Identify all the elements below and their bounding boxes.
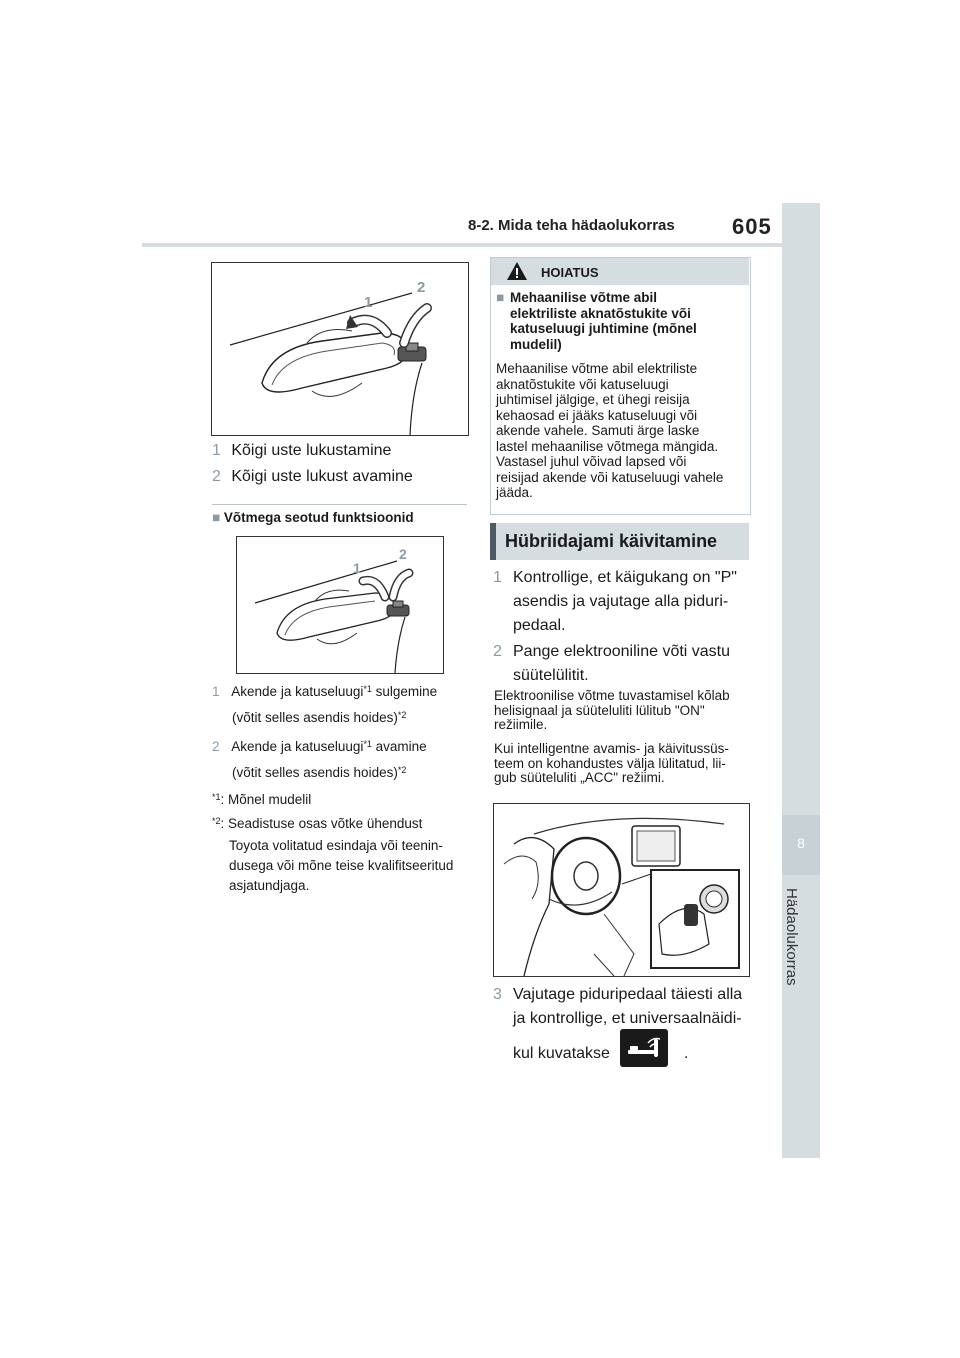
item-text: Akende ja katuseluugi	[231, 739, 364, 754]
footnote-ref: *1	[363, 739, 372, 749]
footnote-text: : Mõnel mudelil	[220, 792, 312, 807]
section-heading-bar	[490, 523, 496, 560]
item-text: Akende ja katuseluugi	[231, 684, 364, 699]
footnote-text: : Seadistuse osas võtke ühendust	[220, 816, 423, 831]
item-number: 2	[212, 468, 221, 485]
step-number: 2	[493, 643, 502, 660]
step-line: asendis ja vajutage alla piduri-	[513, 593, 729, 610]
warning-body-line: akende vahele. Samuti ärge laske	[496, 423, 700, 438]
info-paragraph-2	[494, 742, 729, 786]
warning-body-line: juhtimisel jälgige, et ühegi reisija	[496, 392, 690, 407]
list-item-continuation	[232, 763, 406, 783]
door-handle-illustration	[237, 537, 443, 673]
warning-body-line: Vastasel juhul võivad lapsed või	[496, 454, 687, 469]
item-text: Kõigi uste lukust avamine	[231, 468, 413, 485]
subheading-bullet: ■	[212, 510, 221, 525]
item-text: (võtit selles asendis hoides)	[232, 710, 398, 725]
footnote-ref: *1	[363, 684, 372, 694]
step-item	[493, 983, 742, 1031]
key-indicator-icon	[620, 1029, 668, 1067]
step-item	[493, 640, 730, 688]
warning-heading-line: mudelil)	[510, 336, 562, 352]
subheading	[212, 510, 414, 525]
warning-header	[491, 258, 749, 285]
subheading-text: Võtmega seotud funktsioonid	[223, 510, 414, 525]
paragraph-line: Elektroonilise võtme tuvastamisel kõlab	[494, 688, 730, 703]
page-number: 605	[732, 214, 772, 239]
list-item	[212, 466, 413, 488]
item-number: 1	[212, 442, 221, 459]
info-paragraph-1	[494, 689, 730, 733]
step-line: ja kontrollige, et universaalnäidi-	[513, 1010, 742, 1027]
item-number: 2	[212, 739, 220, 754]
warning-triangle-icon	[506, 261, 528, 286]
list-item-continuation	[232, 708, 406, 728]
figure-callout-2: 2	[417, 279, 426, 296]
item-text: sulgemine	[371, 684, 438, 699]
divider	[212, 504, 467, 505]
warning-body	[496, 361, 723, 501]
step-line: pedaal.	[513, 617, 566, 634]
step-number: 3	[493, 986, 502, 1003]
footnote-1	[212, 790, 311, 810]
figure-callout-2: 2	[399, 546, 407, 562]
footnote-line: Toyota volitatud esindaja või teenin-	[229, 838, 443, 853]
header-rule	[142, 243, 782, 247]
warning-body-line: kehaosad ei jääks katuseluugi või	[496, 407, 698, 423]
list-item	[212, 440, 391, 462]
section-heading: Hübriidajami käivitamine	[505, 531, 718, 551]
door-handle-figure-1	[211, 262, 469, 436]
list-item	[212, 737, 427, 757]
item-text: avamine	[371, 739, 427, 754]
warning-body-line: Mehaanilise võtme abil elektriliste	[496, 361, 698, 376]
warning-body-line: jääda.	[496, 485, 533, 500]
driver-start-figure	[493, 803, 750, 977]
step-line	[513, 1043, 610, 1065]
figure-callout-1: 1	[364, 294, 373, 311]
warning-body-line: lastel mehaanilise võtmega mängida.	[496, 438, 719, 454]
item-text: (võtit selles asendis hoides)	[232, 765, 398, 780]
paragraph-line: gub süüteluliti „ACC" režiimi.	[494, 770, 665, 785]
warning-bullet: ■	[496, 290, 505, 305]
warning-heading-line: Mehaanilise võtme abil	[510, 290, 658, 305]
chapter-side-tab	[782, 203, 820, 1158]
warning-heading-line: katuseluugi juhtimine (mõnel	[510, 321, 697, 336]
door-handle-illustration	[212, 263, 468, 435]
footnote-line: asjatundjaga.	[229, 878, 310, 893]
item-text: Kõigi uste lukustamine	[231, 442, 392, 459]
step-item	[493, 566, 737, 638]
footnote-mark: *1	[212, 792, 221, 802]
list-item	[212, 682, 437, 702]
footnote-2	[212, 814, 422, 834]
paragraph-line: režiimile.	[494, 717, 548, 732]
door-handle-figure-2	[236, 536, 444, 674]
footnote-ref: *2	[397, 710, 407, 720]
step-line: süütelülitit.	[513, 667, 589, 684]
warning-heading	[496, 290, 697, 352]
figure-callout-1: 1	[353, 560, 361, 576]
warning-title: HOIATUS	[541, 265, 599, 280]
step-line: Kontrollige, et käigukang on "P"	[513, 569, 737, 586]
footnote-line: dusega või mõne teise kvalifitseeritud	[229, 858, 454, 873]
paragraph-line: Kui intelligentne avamis- ja käivitussüs-	[494, 741, 729, 756]
chapter-number: 8	[797, 835, 805, 851]
footnote-mark: *2	[212, 816, 221, 826]
step-line: Pange elektrooniline võti vastu	[513, 643, 731, 660]
paragraph-line: helisignaal ja süüteluliti lülitub "ON"	[494, 702, 705, 718]
chapter-label: Hädaolukorras	[783, 888, 800, 986]
cabin-illustration	[494, 804, 749, 976]
item-number: 1	[212, 684, 220, 699]
footnote-ref: *2	[397, 765, 407, 775]
step-line: Vajutage piduripedaal täiesti alla	[513, 986, 743, 1003]
step-text-end: .	[684, 1045, 689, 1062]
paragraph-line: teem on kohandustes välja lülitatud, lii-	[494, 755, 726, 771]
step-text: kul kuvatakse	[513, 1045, 610, 1062]
step-number: 1	[493, 569, 502, 586]
warning-body-line: reisijad akende või katuseluugi vahele	[496, 469, 724, 485]
warning-body-line: aknatõstukite või katuseluugi	[496, 376, 669, 392]
warning-heading-line: elektriliste aknatõstukite või	[510, 305, 691, 321]
section-title: 8-2. Mida teha hädaolukorras	[468, 217, 675, 234]
